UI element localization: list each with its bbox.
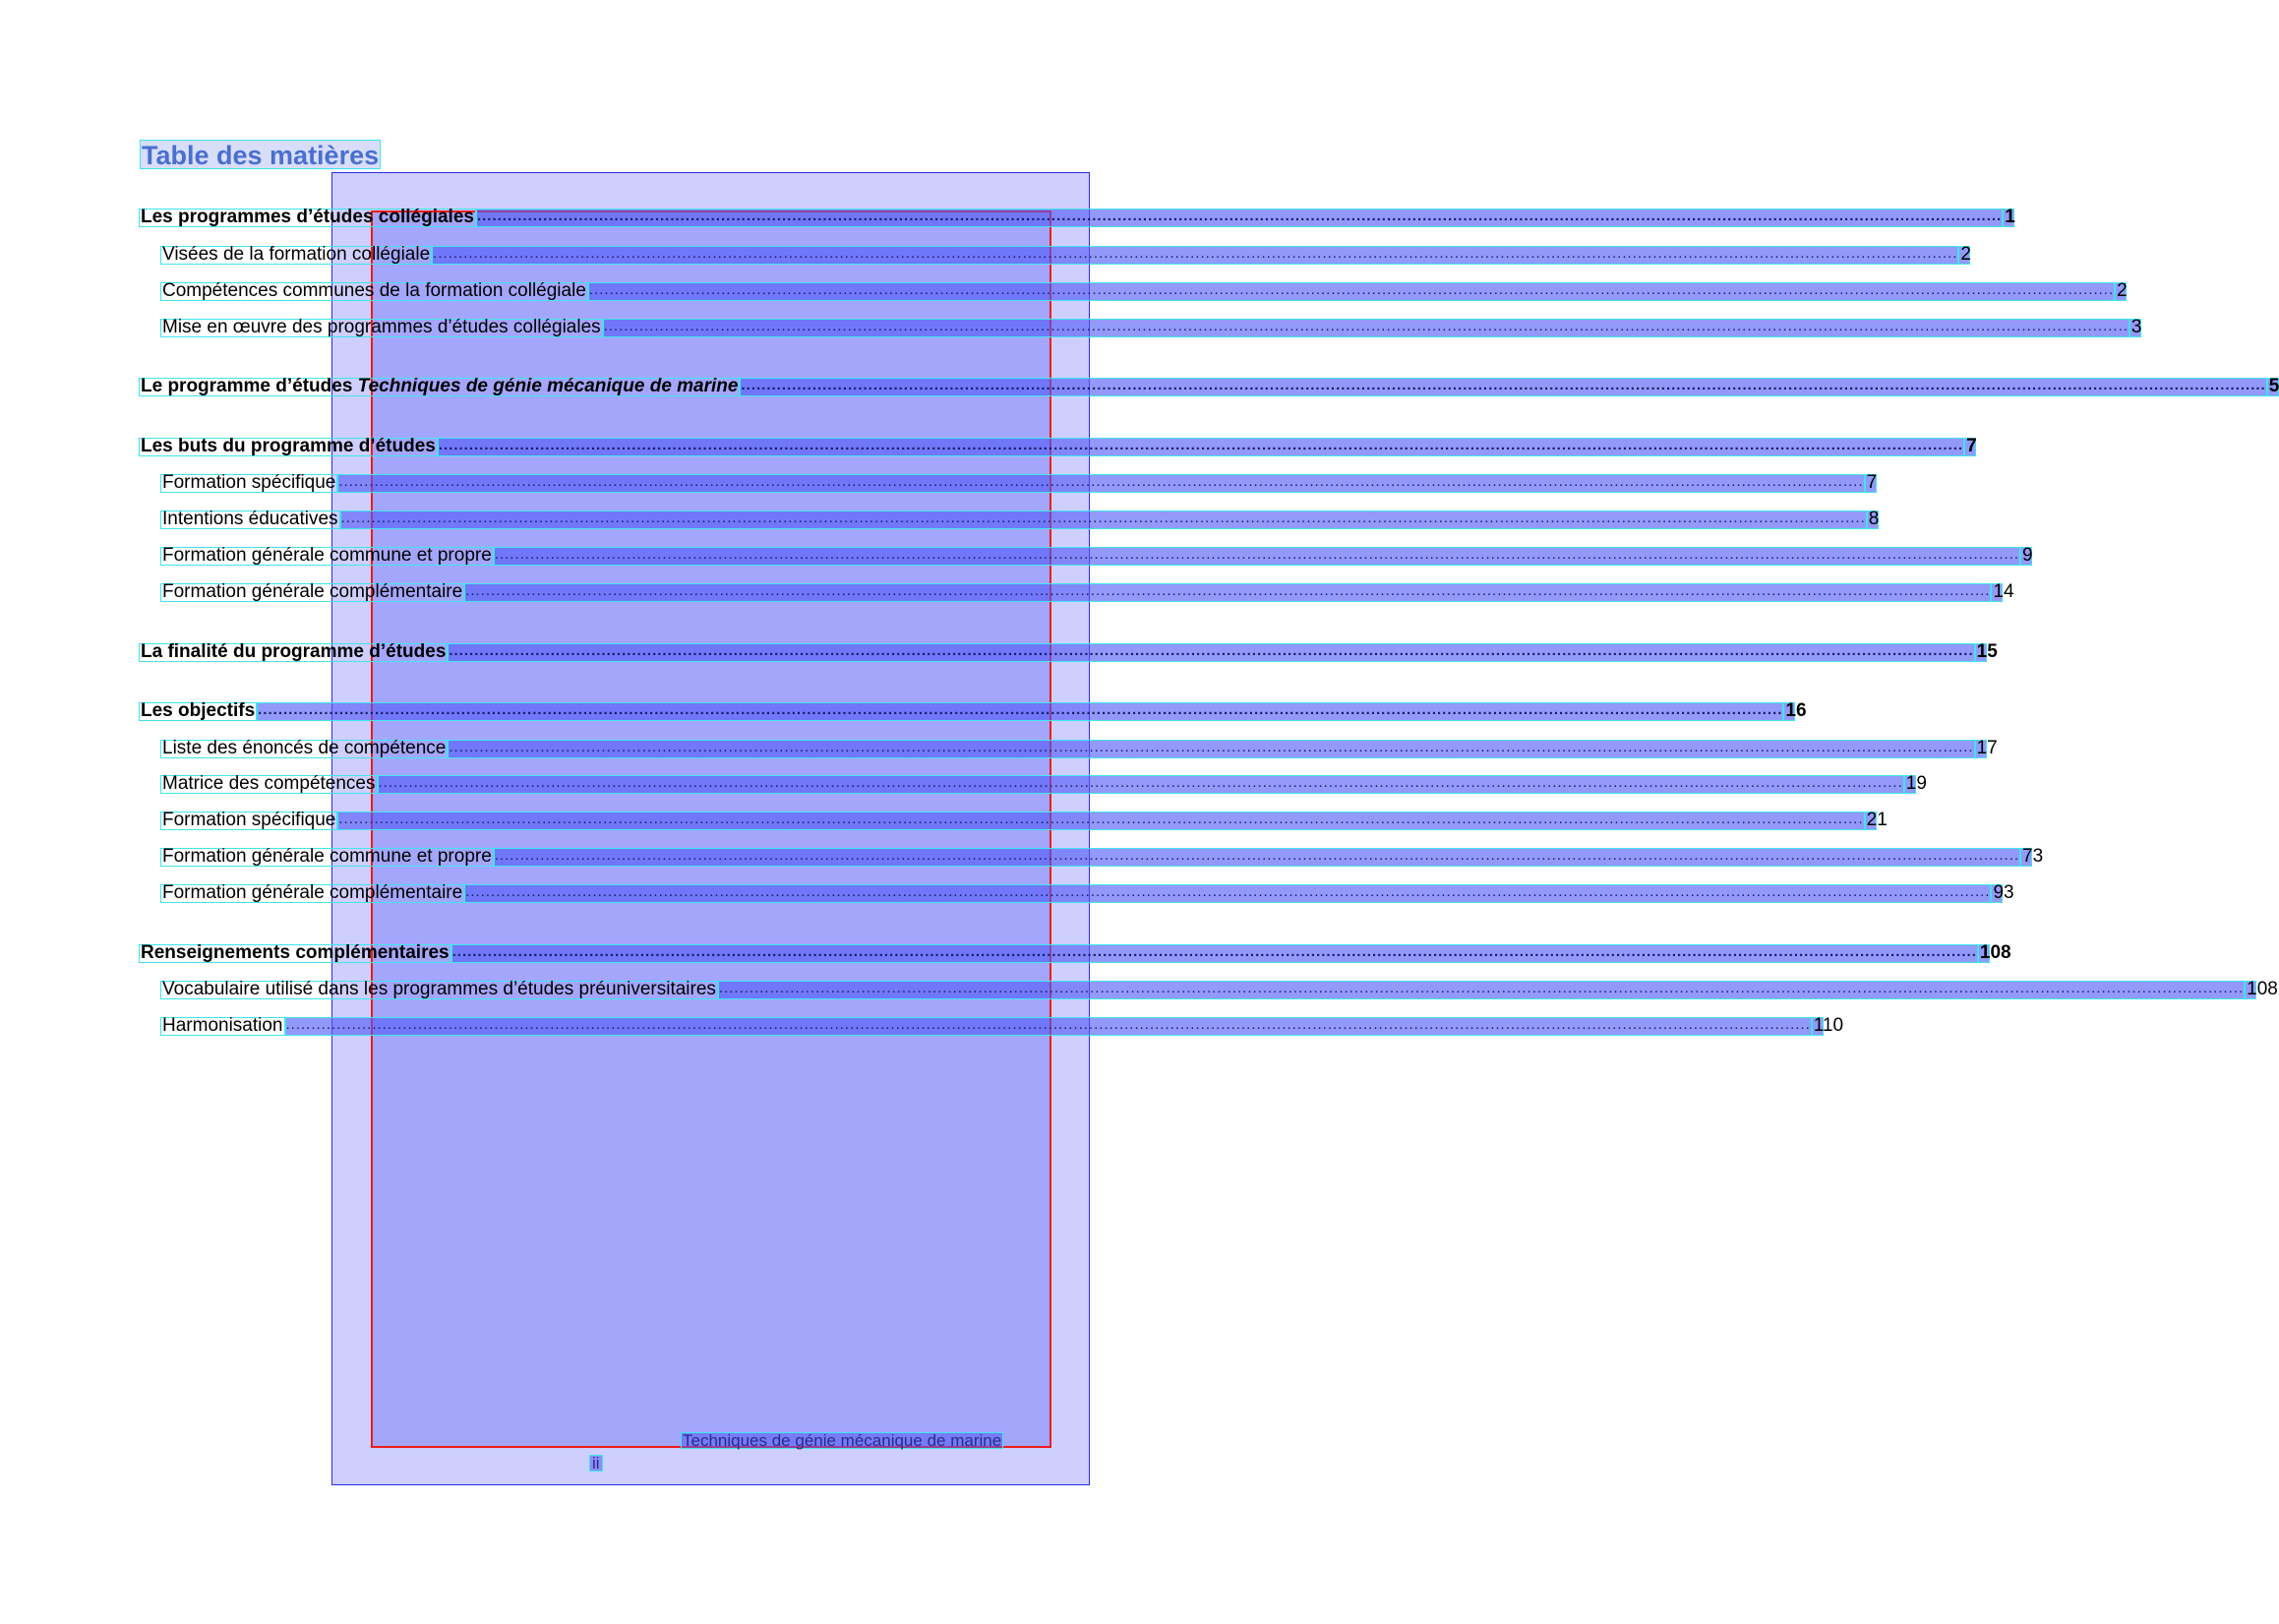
toc-entry-page: 110 bbox=[1813, 1015, 1844, 1036]
toc-leader-dots: ............................................................................................................................................................................................................................................................................................................ bbox=[464, 884, 1991, 903]
toc-entry-label: Les objectifs bbox=[141, 700, 256, 721]
toc-entry-label-prefix: Le programme d’études bbox=[141, 376, 358, 396]
toc-entry-label: Les buts du programme d’études bbox=[141, 436, 436, 456]
toc-entry-page: 93 bbox=[1993, 882, 2014, 903]
toc-entry-page: 7 bbox=[1866, 472, 1878, 493]
toc-entry-label: Formation générale complémentaire bbox=[162, 882, 463, 903]
toc-leader-dots: ............................................................................................................................................................................................................................................................................................................ bbox=[464, 583, 1991, 602]
toc-leader-dots: ............................................................................................................................................................................................................................................................................................................ bbox=[340, 511, 1867, 529]
toc-entry[interactable] bbox=[139, 207, 2015, 227]
toc-entry-label: Formation générale complémentaire bbox=[162, 581, 463, 602]
toc-entry[interactable] bbox=[160, 317, 2142, 337]
toc-entry-label: Formation spécifique bbox=[162, 472, 336, 493]
toc-entry-page: 17 bbox=[1976, 738, 1998, 758]
toc-entry[interactable] bbox=[160, 1015, 1844, 1036]
toc-entry[interactable] bbox=[160, 810, 1888, 830]
toc-entry-page: 8 bbox=[1868, 509, 1880, 529]
toc-entry[interactable] bbox=[160, 509, 1880, 529]
toc-entry-label-italic: Techniques de génie mécanique de marine bbox=[357, 376, 739, 396]
toc-entry[interactable] bbox=[160, 846, 2044, 867]
toc-leader-dots: ............................................................................................................................................................................................................................................................................................................ bbox=[432, 246, 1958, 265]
toc-entry-page: 5 bbox=[2268, 376, 2279, 396]
toc-entry[interactable] bbox=[160, 472, 1878, 493]
toc-entry-label: Matrice des compétences bbox=[162, 773, 376, 794]
toc-entry-label: Vocabulaire utilisé dans les programmes d’études préuniversitaires bbox=[162, 979, 716, 999]
toc-entry[interactable] bbox=[139, 376, 2279, 396]
toc-entry-page: 2 bbox=[1960, 244, 1971, 265]
toc-entry[interactable] bbox=[160, 773, 1927, 794]
toc-entry-page: 14 bbox=[1993, 581, 2014, 602]
toc-leader-dots: ............................................................................................................................................................................................................................................................................................................ bbox=[337, 812, 1864, 830]
toc-leader-dots: ............................................................................................................................................................................................................................................................................................................ bbox=[476, 209, 2003, 227]
toc-entry-page: 21 bbox=[1866, 810, 1888, 830]
toc-leader-dots: ............................................................................................................................................................................................................................................................................................................ bbox=[448, 740, 1974, 758]
toc-entry-label: Formation générale commune et propre bbox=[162, 846, 492, 867]
toc-entry[interactable] bbox=[139, 641, 1998, 662]
toc-entry[interactable] bbox=[160, 545, 2033, 566]
toc-leader-dots: ............................................................................................................................................................................................................................................................................................................ bbox=[718, 981, 2245, 999]
toc-leader-dots: ............................................................................................................................................................................................................................................................................................................ bbox=[285, 1017, 1812, 1036]
toc-entry-page: 73 bbox=[2022, 846, 2044, 867]
toc-entry-page: 3 bbox=[2130, 317, 2142, 337]
toc-entry[interactable] bbox=[139, 436, 1977, 456]
toc-entry-label: Formation générale commune et propre bbox=[162, 545, 492, 566]
toc-entry-label: Visées de la formation collégiale bbox=[162, 244, 431, 265]
toc-entry-page: 7 bbox=[1966, 436, 1977, 456]
toc-leader-dots: ............................................................................................................................................................................................................................................................................................................ bbox=[438, 438, 1964, 456]
toc-entry[interactable] bbox=[160, 244, 1971, 265]
toc-leader-dots: ............................................................................................................................................................................................................................................................................................................ bbox=[378, 775, 1904, 794]
toc-leader-dots: ............................................................................................................................................................................................................................................................................................................ bbox=[603, 319, 2129, 337]
toc-entry[interactable] bbox=[160, 882, 2014, 903]
toc-entry-label: La finalité du programme d’études bbox=[141, 641, 447, 662]
toc-entry-label: Formation spécifique bbox=[162, 810, 336, 830]
toc-leader-dots: ............................................................................................................................................................................................................................................................................................................ bbox=[448, 643, 1974, 662]
toc-leader-dots: ............................................................................................................................................................................................................................................................................................................ bbox=[451, 944, 1978, 963]
toc-entry[interactable] bbox=[160, 581, 2014, 602]
toc-entry-label: Intentions éducatives bbox=[162, 509, 338, 529]
toc-entry-page: 16 bbox=[1785, 700, 1807, 721]
toc-leader-dots: ............................................................................................................................................................................................................................................................................................................ bbox=[494, 547, 2020, 566]
toc-entry[interactable] bbox=[160, 280, 2128, 301]
toc-entry[interactable] bbox=[139, 942, 2011, 963]
toc-entry-label: Renseignements complémentaires bbox=[141, 942, 450, 963]
toc-entry-label: Mise en œuvre des programmes d’études collégiales bbox=[162, 317, 601, 337]
toc-leader-dots: ............................................................................................................................................................................................................................................................................................................ bbox=[337, 474, 1864, 493]
toc-entry-page: 108 bbox=[1979, 942, 2011, 963]
toc-entry[interactable] bbox=[139, 700, 1807, 721]
toc-entry-page: 15 bbox=[1976, 641, 1998, 662]
toc-entry[interactable] bbox=[160, 738, 1998, 758]
toc-entry-label bbox=[139, 378, 740, 396]
toc-leader-dots: ............................................................................................................................................................................................................................................................................................................ bbox=[494, 848, 2020, 867]
toc-entry-page: 19 bbox=[1905, 773, 1927, 794]
toc-entry-page: 108 bbox=[2247, 979, 2278, 999]
toc-leader-dots: ............................................................................................................................................................................................................................................................................................................ bbox=[257, 702, 1783, 721]
footer-running-title: Techniques de génie mécanique de marine bbox=[683, 1431, 1002, 1450]
toc-leader-dots: ............................................................................................................................................................................................................................................................................................................ bbox=[740, 378, 2266, 396]
toc-entry-label: Compétences communes de la formation collégiale bbox=[162, 280, 586, 301]
toc-entry-page: 1 bbox=[2005, 207, 2015, 227]
toc-entry-label: Harmonisation bbox=[162, 1015, 283, 1036]
toc-entry-page: 9 bbox=[2022, 545, 2033, 566]
toc-entry-label: Les programmes d’études collégiales bbox=[141, 207, 474, 227]
toc-leader-dots: ............................................................................................................................................................................................................................................................................................................ bbox=[588, 282, 2115, 301]
footer-page-number: ii bbox=[589, 1455, 603, 1472]
toc-entry-label: Liste des énoncés de compétence bbox=[162, 738, 447, 758]
toc-entry[interactable] bbox=[160, 979, 2278, 999]
toc-entry-page: 2 bbox=[2117, 280, 2128, 301]
toc-title: Table des matières bbox=[142, 141, 380, 170]
